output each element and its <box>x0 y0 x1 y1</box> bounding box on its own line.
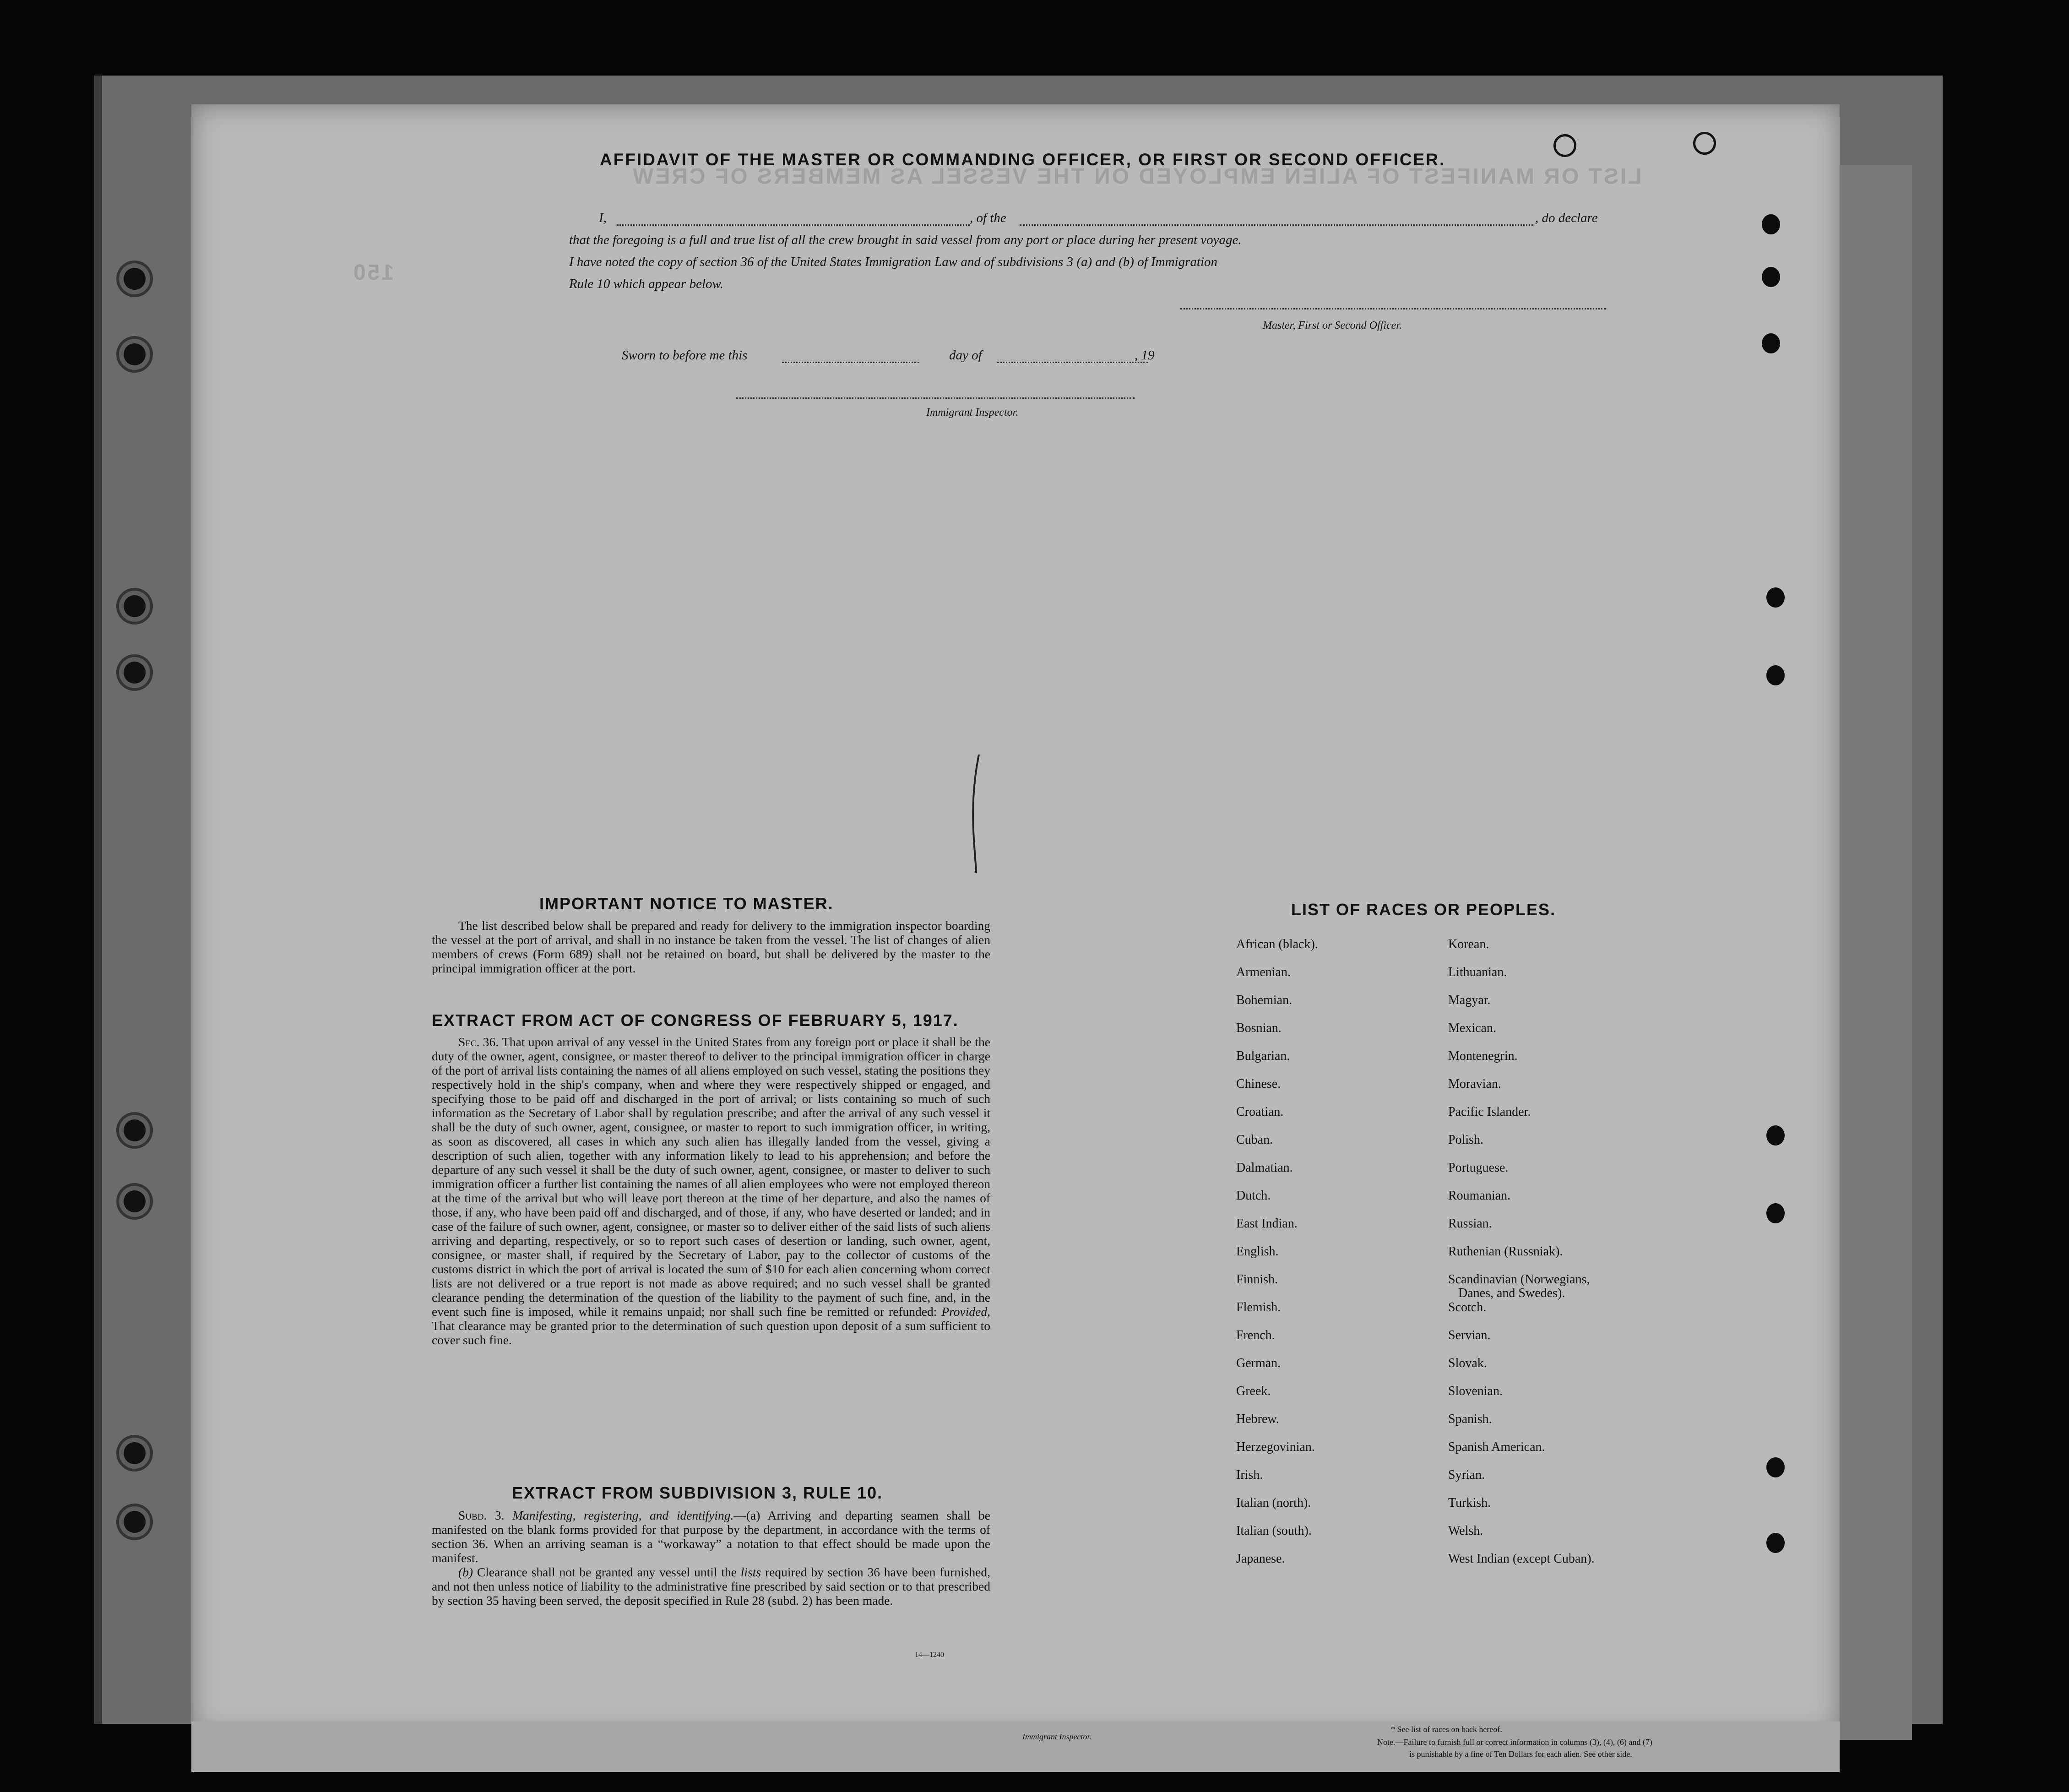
binder-hole <box>124 343 146 365</box>
footer-note-races: * See list of races on back hereof. <box>1391 1725 1502 1734</box>
race-item: Slovak. <box>1448 1356 1487 1370</box>
binder-hole <box>124 662 146 684</box>
race-item: Russian. <box>1448 1216 1492 1231</box>
affidavit-line3: I have noted the copy of section 36 of the United States Immigration Law and of subdivisions 3 (a) and (b) of Immigration <box>569 255 1218 269</box>
race-item: Korean. <box>1448 937 1489 951</box>
affidavit-vessel-blank <box>1020 224 1533 226</box>
inspector-caption: Immigrant Inspector. <box>926 407 1019 418</box>
ring-mark <box>1553 134 1576 157</box>
act-section-label: Sec. 36. <box>458 1035 499 1049</box>
footer-note-penalty-2: is punishable by a fine of Ten Dollars for each alien. See other side. <box>1409 1749 1632 1759</box>
rule-heading: EXTRACT FROM SUBDIVISION 3, RULE 10. <box>512 1483 883 1502</box>
affidavit-line4: Rule 10 which appear below. <box>569 277 723 291</box>
race-item: Ruthenian (Russniak). <box>1448 1244 1563 1259</box>
binder-hole <box>124 1119 146 1141</box>
race-item: East Indian. <box>1236 1216 1298 1231</box>
race-item: Mexican. <box>1448 1021 1496 1035</box>
binder-hole <box>124 1511 146 1533</box>
act-proviso-text: That clearance may be granted prior to the determination of such question upon deposit of a sum sufficient to cover such fine. <box>432 1319 990 1347</box>
sworn-year-label: , 19 <box>1135 348 1155 363</box>
race-item: Armenian. <box>1236 965 1291 979</box>
sworn-day-blank <box>782 362 919 363</box>
signature-line <box>1180 308 1606 310</box>
race-item: Magyar. <box>1448 993 1491 1007</box>
race-item: African (black). <box>1236 937 1318 951</box>
rule-text-a: —(a) Arriving and departing seamen shall be manifested on the blank forms provided for that purpose by the department, in accordance with the terms of section 36. When an arriving seaman is a “workaway” a notation to that effect should be made upon the manifest. <box>432 1508 990 1565</box>
race-item: German. <box>1236 1356 1281 1370</box>
punch-hole <box>1766 1457 1785 1477</box>
footer-inspector: Immigrant Inspector. <box>1022 1732 1092 1741</box>
pen-mark <box>970 755 983 874</box>
race-item: Italian (south). <box>1236 1524 1312 1538</box>
race-item: Lithuanian. <box>1448 965 1507 979</box>
act-proviso-word: Provided, <box>941 1304 990 1319</box>
underlying-page-footer <box>191 1721 1840 1772</box>
race-item: Spanish American. <box>1448 1440 1545 1454</box>
race-item: Welsh. <box>1448 1524 1483 1538</box>
binder-hole <box>124 268 146 290</box>
race-item: Turkish. <box>1448 1496 1491 1510</box>
binder-hole <box>124 1442 146 1464</box>
bleed-through-title: LIST OR MANIFEST OF ALIEN EMPLOYED ON THE VESSEL AS MEMBERS OF CREW <box>631 164 1642 189</box>
binder-hole <box>124 595 146 617</box>
race-item: Dutch. <box>1236 1189 1271 1203</box>
rule-b-post: required by section 36 have been furnished, and not then unless notice of liability to the administrative fine prescribed by said section or to that prescribed by section 35 having been served, the deposit specified in Rule 28 (subd. 2) has been made. <box>432 1565 991 1607</box>
race-item: Bulgarian. <box>1236 1049 1290 1063</box>
affidavit-line2: that the foregoing is a full and true list of all the crew brought in said vessel from any port or place during her present voyage. <box>569 233 1242 247</box>
race-item: Croatian. <box>1236 1105 1284 1119</box>
punch-hole <box>1762 333 1780 353</box>
race-item: Japanese. <box>1236 1552 1285 1566</box>
rule-b-label: (b) <box>458 1565 473 1579</box>
signature-caption: Master, First or Second Officer. <box>1263 320 1402 331</box>
race-item: Dalmatian. <box>1236 1161 1293 1175</box>
race-item: Greek. <box>1236 1384 1271 1398</box>
race-item: Spanish. <box>1448 1412 1492 1426</box>
sworn-month-blank <box>997 362 1148 363</box>
affidavit-line1-start: I, <box>599 211 607 225</box>
punch-hole <box>1766 1203 1785 1223</box>
race-item: Bosnian. <box>1236 1021 1282 1035</box>
footer-note-penalty-1: Note.—Failure to furnish full or correct information in columns (3), (4), (6) and (7) <box>1377 1738 1652 1747</box>
punch-hole <box>1766 1125 1785 1146</box>
rule-b-pre: Clearance shall not be granted any vessel until the <box>477 1565 737 1579</box>
affidavit-name-blank <box>617 224 970 226</box>
sworn-day-label: day of <box>949 348 982 363</box>
inspector-signature-line <box>736 397 1135 399</box>
race-item: Hebrew. <box>1236 1412 1279 1426</box>
races-left-column <box>1236 938 1318 1580</box>
binder-hole <box>124 1190 146 1212</box>
form-number: 14—1240 <box>915 1651 944 1659</box>
punch-hole <box>1766 665 1785 685</box>
notice-heading: IMPORTANT NOTICE TO MASTER. <box>539 894 834 913</box>
race-item-scandinavian: Scandinavian (Norwegians, <box>1448 1272 1590 1287</box>
race-item: Bohemian. <box>1236 993 1292 1007</box>
race-item: Montenegrin. <box>1448 1049 1518 1063</box>
act-body: That upon arrival of any vessel in the United States from any foreign port or place it shall be the duty of the owner, agent, consignee, or master thereof to deliver to the principal immigration officer in charge of the port of arrival lists containing the names of all aliens employed on such vessel, stating the positions they respectively hold in the ship's company, when and where they were respectively shipped or engaged, and specifying those to be paid off and discharged in the port of arrival; or lists containing so much of such information as the Secretary of Labor shall by regulation prescribe; and after the arrival of any such vessel it shall be the duty of such owner, agent, consignee, or master to report to such immigration officer, in writing, as soon as discovered, all cases in which any such alien has illegally landed from the vessel, giving a description of such alien, together with any information likely to lead to his apprehension; and before the departure of any such vessel it shall be the duty of such owner, agent, consignee, or master to deliver to such immigration officer a further list containing the names of all alien employees who were not employed thereon at the time of the arrival but who will leave port thereon at the time of her departure, and also the names of those, if any, who have been paid off and discharged, and of those, if any, who have deserted or landed; and in case of the failure of such owner, agent, consignee, or master so to deliver either of the said lists of such aliens arriving and departing, respectively, or so to report such cases of desertion or landing, such owner, agent, consignee, or master shall, if required by the Secretary of Labor, pay to the collector of customs of the customs district in which the port of arrival is located the sum of $10 for each alien concerning whom correct lists are not delivered or a true report is not made as above required; and no such vessel shall be granted clearance pending the determination of the question of the liability to the payment of such fine, and, in the event such fine is imposed, while it remains unpaid; nor shall such fine be remitted or refunded: <box>432 1035 990 1319</box>
affidavit-line1-mid: , of the <box>970 211 1006 225</box>
race-item: Flemish. <box>1236 1300 1281 1314</box>
race-item: Servian. <box>1448 1328 1491 1342</box>
race-item: Polish. <box>1448 1133 1484 1147</box>
race-item: Finnish. <box>1236 1272 1278 1287</box>
ring-mark <box>1693 132 1716 155</box>
bleed-through-page-number: 150 <box>352 261 394 285</box>
sworn-text: Sworn to before me this <box>622 348 748 363</box>
act-heading: EXTRACT FROM ACT OF CONGRESS OF FEBRUARY 5, 1917. <box>432 1011 959 1030</box>
race-item <box>1448 1273 1595 1301</box>
rule-subd-label: Subd. 3. <box>458 1508 505 1522</box>
race-item: English. <box>1236 1244 1279 1259</box>
race-item: West Indian (except Cuban). <box>1448 1552 1595 1566</box>
affidavit-line1-end: , do declare <box>1535 211 1598 225</box>
race-item: Chinese. <box>1236 1077 1281 1091</box>
affidavit-heading: AFFIDAVIT OF THE MASTER OR COMMANDING OFFICER, OR FIRST OR SECOND OFFICER. <box>600 150 1446 169</box>
rule-text <box>432 1508 990 1607</box>
punch-hole <box>1762 267 1780 287</box>
races-heading: LIST OF RACES OR PEOPLES. <box>1291 900 1556 919</box>
punch-hole <box>1762 214 1780 234</box>
rule-subd-title: Manifesting, registering, and identifying. <box>512 1508 734 1522</box>
rule-b-lists: lists <box>740 1565 761 1579</box>
race-item: Portuguese. <box>1448 1161 1509 1175</box>
race-item: Herzegovinian. <box>1236 1440 1315 1454</box>
races-right-column <box>1448 938 1595 1580</box>
race-item: Slovenian. <box>1448 1384 1503 1398</box>
race-item: Irish. <box>1236 1468 1263 1482</box>
punch-hole <box>1766 1533 1785 1553</box>
race-item: Italian (north). <box>1236 1496 1311 1510</box>
race-item: Roumanian. <box>1448 1189 1511 1203</box>
punch-hole <box>1766 587 1785 608</box>
race-item: Scotch. <box>1448 1300 1487 1314</box>
manifest-page <box>191 104 1840 1734</box>
race-item: Syrian. <box>1448 1468 1485 1482</box>
race-item: Cuban. <box>1236 1133 1273 1147</box>
race-item: Moravian. <box>1448 1077 1501 1091</box>
act-text <box>432 1035 990 1347</box>
race-item: Pacific Islander. <box>1448 1105 1531 1119</box>
notice-text: The list described below shall be prepared and ready for delivery to the immigration inspector boarding the vessel at the port of arrival, and shall in no instance be taken from the vessel. The list of changes of alien members of crews (Form 689) shall not be retained on board, but shall be delivered by the master to the principal immigration officer at the port. <box>432 918 990 975</box>
race-item-continuation: Danes, and Swedes). <box>1458 1286 1565 1300</box>
race-item: French. <box>1236 1328 1275 1342</box>
